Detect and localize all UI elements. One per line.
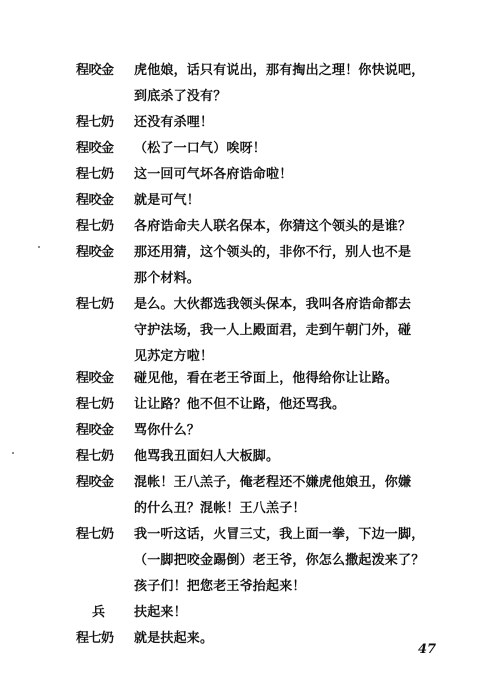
dialogue-line: 各府诰命夫人联名保本，你猜这个领头的是谁？ (134, 219, 412, 234)
dialogue-line: 就是可气！ (134, 193, 201, 208)
dialogue-line: 的什么丑？混帐！王八羔子！ (134, 501, 306, 516)
speaker-name: 程七奶 (76, 527, 114, 542)
dialogue-line: （一脚把咬金踢倒）老王爷，你怎么撒起泼来了？ (134, 553, 425, 568)
dialogue-line: 是么。大伙都选我领头保本，我叫各府诰命都去 (134, 297, 412, 312)
dialogue-lines (134, 366, 464, 392)
dialogue-line: 到底杀了没有？ (134, 89, 227, 104)
speaker-name: 程咬金 (76, 423, 114, 438)
speaker-name: 程七奶 (76, 449, 114, 464)
dialogue-line: 扶起来！ (134, 605, 187, 620)
dialogue-line: 就是扶起来。 (134, 631, 214, 646)
dialogue-line: 让让路？他不但不让路，他还骂我。 (134, 397, 346, 412)
speaker-name: 程咬金 (76, 141, 114, 156)
dialogue-line: 碰见他，看在老王爷面上，他得给你让让路。 (134, 371, 399, 386)
dialogue-lines (134, 418, 464, 444)
speaker-name: 程七奶 (76, 397, 114, 412)
speaker-name: 程咬金 (76, 475, 114, 490)
speaker-name: 程七奶 (76, 631, 114, 646)
speaker-name: 程七奶 (76, 297, 114, 312)
speaker-name: 程咬金 (76, 245, 114, 260)
dialogue-lines (134, 110, 464, 136)
dialogue-line: 混帐！王八羔子，俺老程还不嫌虎他娘丑，你嫌 (134, 475, 412, 490)
dialogue-lines (134, 626, 464, 652)
dialogue-line: 那个材料。 (134, 271, 201, 286)
speaker-name: 程咬金 (76, 371, 114, 386)
dialogue-line: 骂你什么？ (134, 423, 201, 438)
dialogue-line: （松了一口气）唉呀！ (134, 141, 267, 156)
dialogue-lines (134, 188, 464, 214)
dialogue-lines (134, 522, 464, 600)
dialogue-lines (134, 392, 464, 418)
dialogue-line: 这一回可气坏各府诰命啦！ (134, 167, 293, 182)
dialogue-line: 见苏定方啦！ (134, 349, 214, 364)
dialogue-line: 虎他娘，话只有说出，那有掏出之理！你快说吧， (134, 63, 425, 78)
dialogue-lines (134, 240, 464, 292)
scan-speck (12, 452, 14, 454)
dialogue-lines (134, 162, 464, 188)
dialogue-lines (134, 136, 464, 162)
speaker-name: 兵 (92, 605, 105, 620)
speaker-name: 程七奶 (76, 167, 114, 182)
dialogue-lines (134, 470, 464, 522)
dialogue-lines (134, 292, 464, 370)
dialogue-lines (134, 214, 464, 240)
speaker-name: 程七奶 (76, 115, 114, 130)
page-number: 47 (418, 642, 437, 657)
dialogue-line: 我一听这话，火冒三丈，我上面一拳，下边一脚， (134, 527, 425, 542)
scan-speck (38, 246, 40, 248)
dialogue-line: 守护法场，我一人上殿面君，走到午朝门外，碰 (134, 323, 412, 338)
dialogue-lines (134, 444, 464, 470)
dialogue-line: 他骂我丑面妇人大板脚。 (134, 449, 280, 464)
dialogue-lines (134, 58, 464, 110)
dialogue-lines (134, 600, 464, 626)
dialogue-line: 还没有杀哩！ (134, 115, 214, 130)
dialogue-line: 那还用猜，这个领头的，非你不行，别人也不是 (134, 245, 412, 260)
speaker-name: 程七奶 (76, 219, 114, 234)
speaker-name: 程咬金 (76, 63, 114, 78)
dialogue-line: 孩子们！把您老王爷抬起来！ (134, 579, 306, 594)
speaker-name: 程咬金 (76, 193, 114, 208)
